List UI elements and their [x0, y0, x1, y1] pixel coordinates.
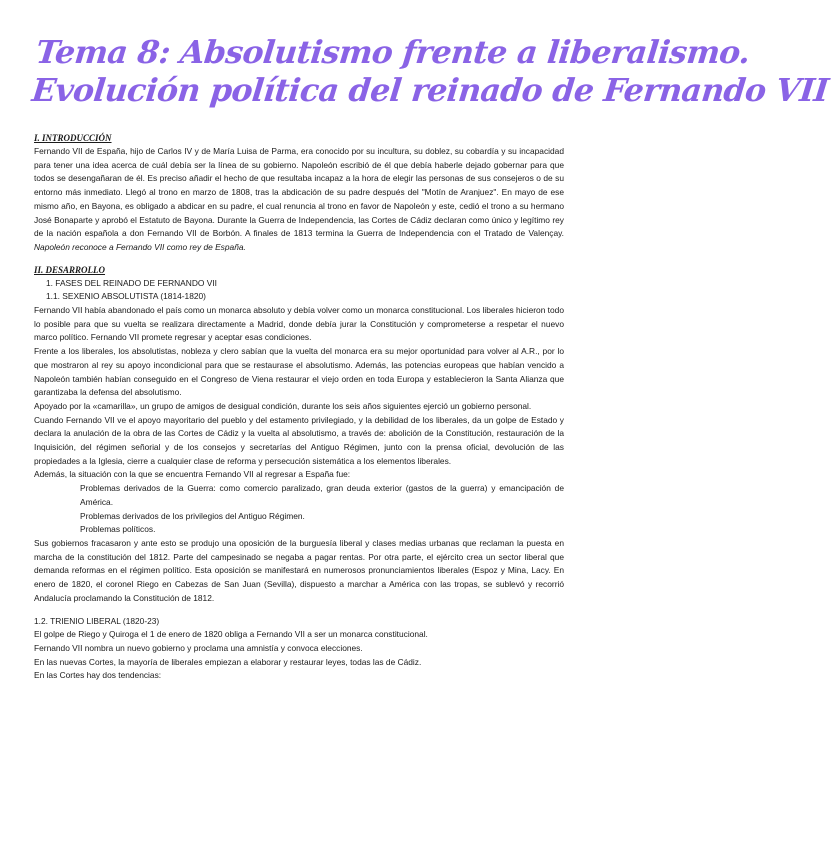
paragraph: Apoyado por la «camarilla», un grupo de amigos de desigual condición, durante los seis años siguientes ejerció un gobierno personal. [34, 400, 532, 411]
title-line-2: Evolución política del reinado de Fernando VII [30, 72, 831, 109]
subheading-sexenio: 1.1. SEXENIO ABSOLUTISTA (1814-1820) [46, 291, 206, 302]
paragraph: En las nuevas Cortes, la mayoría de liberales empiezan a elaborar y restaurar leyes, todas las de Cádiz. [34, 656, 422, 667]
title-line-1: Tema 8: Absolutismo frente a liberalismo. [34, 34, 752, 71]
problem-item: Problemas derivados de la Guerra: como comercio paralizado, gran deuda exterior (gastos de la guerra) y emancipación de América. [80, 483, 564, 507]
section-heading-desarrollo: II. DESARROLLO [34, 264, 106, 275]
intro-text: Fernando VII de España, hijo de Carlos IV y de María Luisa de Parma, era conocido por su incultura, su doblez, su cobardía y su incapacidad para tener una idea acerca de cuál debía ser la línea de su gobierno. Napoleón escribió de él que debía haberle dejado gobernar para que todos se desengañaran de él. Es preciso añadir el hecho de que resultaba incapaz a la hora de elegir las personas de sus consejeros o de su entorno más inmediato. Llegó al trono en marzo de 1808, tras la abdicación de su padre después del "Motín de Aranjuez". En mayo de ese mismo año, en Bayona, es obligado a abdicar en su padre, el cual renuncia al trono en favor de Napoleón y este, cedió el trono a su hermano José Bonaparte y aprobó el Estatuto de Bayona. Durante la Guerra de Independencia, las Cortes de Cádiz declaran como único y legítimo rey de la nación española a don Fernando VII de Borbón. A finales de 1813 termina la Guerra de Independencia con el Tratado de Valençay. [34, 146, 564, 239]
paragraph: El golpe de Riego y Quiroga el 1 de enero de 1820 obliga a Fernando VII a ser un monarca constitucional. [34, 629, 428, 640]
paragraph: En las Cortes hay dos tendencias: [34, 670, 162, 681]
problem-item: Problemas derivados de los privilegios del Antiguo Régimen. [80, 510, 305, 521]
document-body [34, 132, 564, 683]
paragraph: Además, la situación con la que se encuentra Fernando VII al regresar a España fue: [34, 469, 351, 480]
paragraph: Fernando VII nombra un nuevo gobierno y proclama una amnistía y convoca elecciones. [34, 642, 363, 653]
problem-item: Problemas políticos. [80, 524, 156, 535]
intro-paragraph [34, 145, 564, 255]
subheading-trienio: 1.2. TRIENIO LIBERAL (1820-23) [34, 615, 160, 626]
subheading-fases: 1. FASES DEL REINADO DE FERNANDO VII [46, 277, 217, 288]
paragraph: Fernando VII había abandonado el país como un monarca absoluto y debía volver como un monarca constitucional. Los liberales hicieron todo lo posible para que su vuelta se realizara directamente a Madrid, donde debía jurar la Constitución y comprometerse a respetar el nuevo marco político. Fernando VII promete regresar y aceptar esas condiciones. [34, 305, 564, 343]
intro-italic-text: Napoleón reconoce a Fernando VII como rey de España. [34, 241, 246, 252]
paragraph: Cuando Fernando VII ve el apoyo mayoritario del pueblo y del estamento privilegiado, y la debilidad de los liberales, da un golpe de Estado y declara la anulación de la obra de las Cortes de Cádiz y la vuelta al absolutismo, a través de: abolición de la Constitución, restauración de la Inquisición, del régimen señorial y de los consejos y secretarías del Antiguo Régimen, junto con la prensa oficial, devolución de las propiedades a la Iglesia, cierre a cualquier clase de reforma y persecución sistemática a los elementos liberales. [34, 414, 564, 466]
section-heading-intro: I. INTRODUCCIÓN [34, 133, 112, 143]
page-title [30, 34, 831, 110]
paragraph: Sus gobiernos fracasaron y ante esto se produjo una oposición de la burguesía liberal y clases medias urbanas que reclaman la puesta en marcha de la constitución del 1812. Parte del campesinado se negaba a pagar rentas. Por otra parte, el ejército crea un sector liberal que demanda reformas en el régimen político. Esta oposición se manifestará en numerosos pronunciamientos liberales (Espoz y Mina, Lacy. En enero de 1820, el coronel Riego en Cabezas de San Juan (Sevilla), dispuesto a marchar a América con las tropas, se sublevó y recorrió Andalucía proclamando la Constitución de 1812. [34, 537, 564, 603]
paragraph: Frente a los liberales, los absolutistas, nobleza y clero sabían que la vuelta del monarca era su mejor oportunidad para volver al A.R., por lo que mostraron al rey su apoyo incondicional para que se restaurase el absolutismo. Además, las potencias europeas que habían vencido a Napoleón también habían conseguido en el Congreso de Viena restaurar el viejo orden en toda Europa y establecieron la Santa Alianza que garantizaba la defensa del absolutismo. [34, 346, 564, 398]
